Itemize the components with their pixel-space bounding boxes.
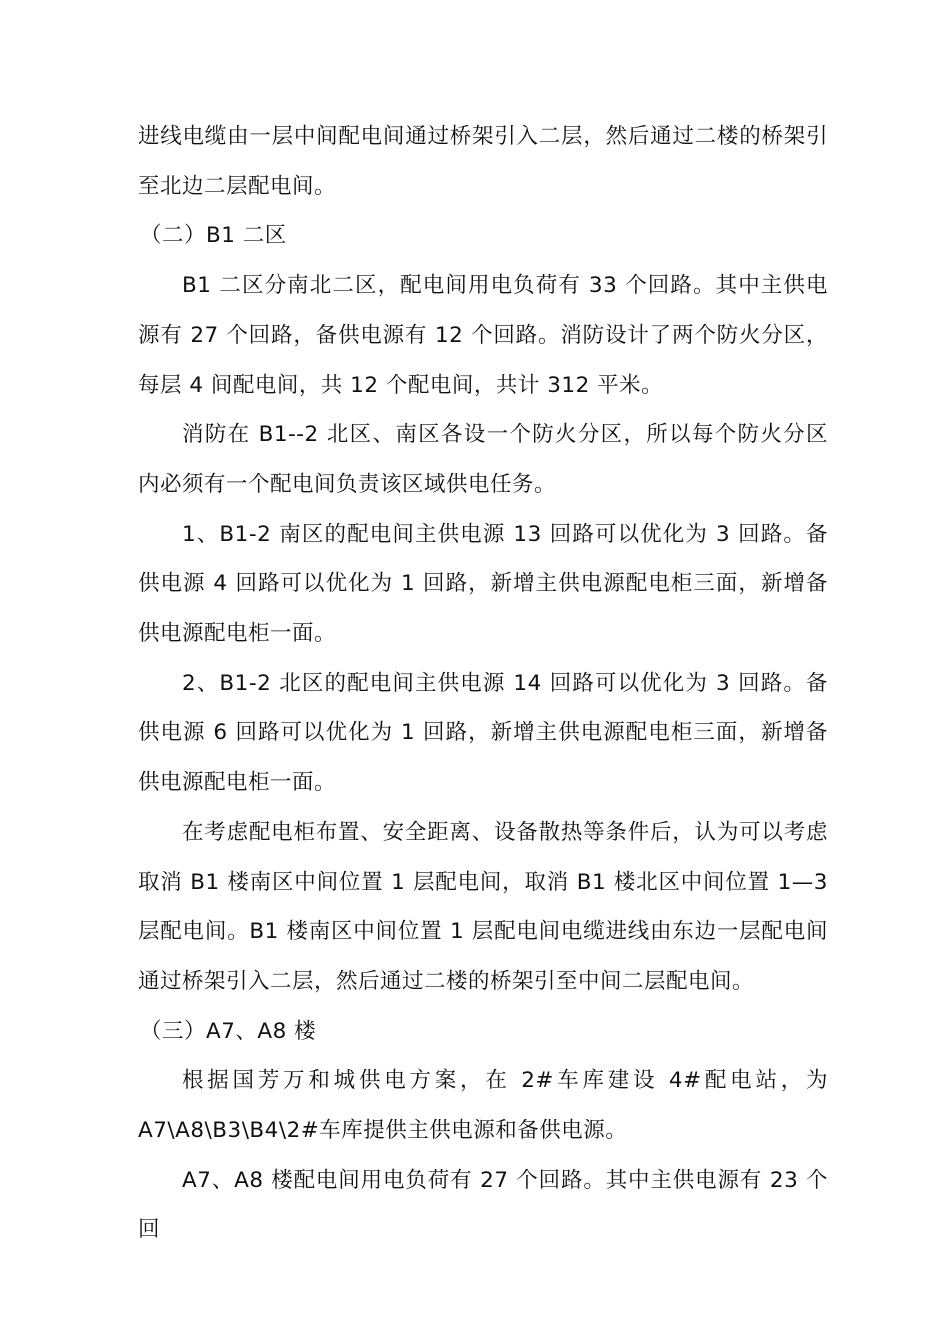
paragraph-a7-a8-load: A7、A8 楼配电间用电负荷有 27 个回路。其中主供电源有 23 个回 [138, 1167, 828, 1243]
section-heading-b1-zone-2: （二）B1 二区 [140, 223, 287, 249]
paragraph-cancel-rooms: 在考虑配电柜布置、安全距离、设备散热等条件后，认为可以考虑取消 B1 楼南区中间位置 1 层配电间，取消 B1 楼北区中间位置 1—3 层配电间。B1 楼南区中间位置 1 层配电间电缆进线由东边一层配电间通过桥架引入二层，然后通过二楼的桥架引至中间二层配电间。 [138, 819, 828, 994]
document-body [138, 112, 828, 1255]
paragraph-supply-plan: 根据国芳万和城供电方案，在 2#车库建设 4#配电站，为 A7\A8\B3\B4\2#车库提供主供电源和备供电源。 [138, 1068, 828, 1144]
paragraph-fire-zones: 消防在 B1--2 北区、南区各设一个防火分区，所以每个防火分区内必须有一个配电间负责该区域供电任务。 [138, 422, 828, 497]
paragraph-item-2-north: 2、B1-2 北区的配电间主供电源 14 回路可以优化为 3 回路。备供电源 6 回路可以优化为 1 回路，新增主供电源配电柜三面，新增备供电源配电柜一面。 [138, 670, 828, 796]
paragraph-continuation: 进线电缆由一层中间配电间通过桥架引入二层，然后通过二楼的桥架引至北边二层配电间。 [138, 124, 828, 199]
paragraph-b1-overview: B1 二区分南北二区，配电间用电负荷有 33 个回路。其中主供电源有 27 个回路，备供电源有 12 个回路。消防设计了两个防火分区，每层 4 间配电间，共 12 个配电间，共计 312 平米。 [138, 273, 828, 398]
section-heading-a7-a8: （三）A7、A8 楼 [140, 1018, 317, 1044]
paragraph-item-1-south: 1、B1-2 南区的配电间主供电源 13 回路可以优化为 3 回路。备供电源 4 回路可以优化为 1 回路，新增主供电源配电柜三面，新增备供电源配电柜一面。 [138, 521, 828, 647]
